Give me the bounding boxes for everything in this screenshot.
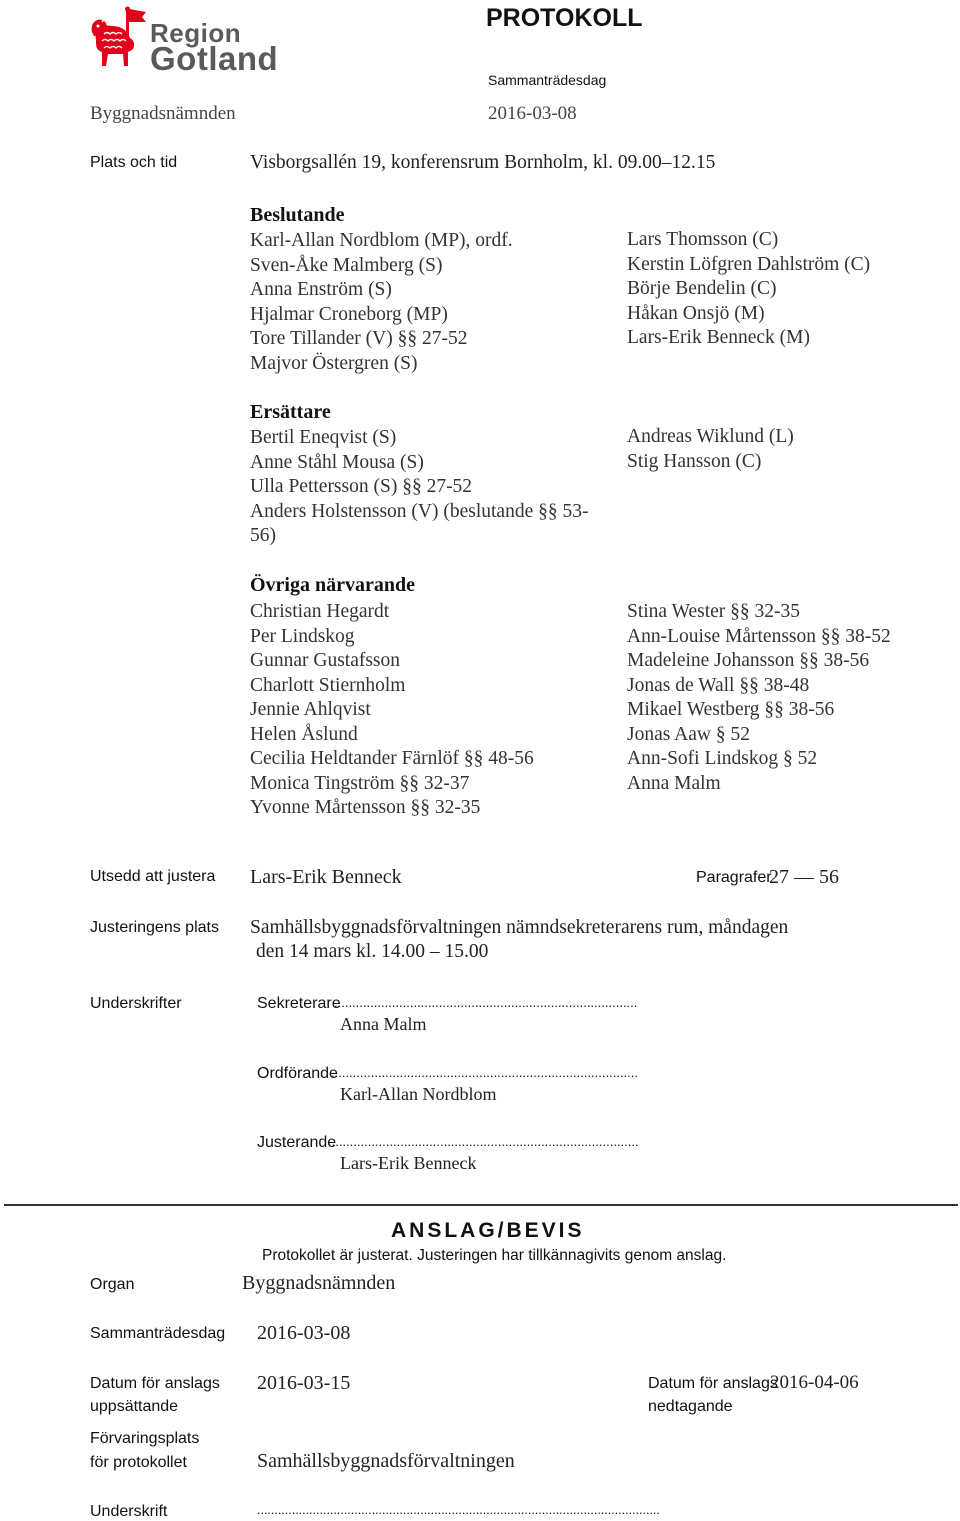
list-item: Stina Wester §§ 32-35 — [627, 601, 801, 622]
list-item: Madeleine Johansson §§ 38-56 — [627, 650, 870, 671]
section-divider — [4, 1204, 958, 1206]
list-item: Hjalmar Croneborg (MP) — [250, 303, 448, 325]
list-item: Jennie Ahlqvist — [250, 699, 371, 720]
organ-value: Byggnadsnämnden — [242, 1272, 396, 1294]
ordforande-label: Ordförande — [257, 1065, 338, 1082]
uppsattande-label-2: uppsättande — [90, 1398, 179, 1415]
list-item: Ann-Louise Mårtensson §§ 38-52 — [627, 625, 891, 647]
uppsattande-label-1: Datum för anslags — [90, 1375, 220, 1392]
list-item: Bertil Eneqvist (S) — [250, 427, 397, 448]
list-item: Majvor Östergren (S) — [250, 352, 418, 374]
meeting-date-label: Sammanträdesdag — [488, 72, 607, 88]
list-item: Anna Malm — [627, 772, 721, 794]
uppsattande-value: 2016-03-15 — [257, 1372, 351, 1394]
underskrift-label: Underskrift — [90, 1503, 168, 1520]
justera-label: Utsedd att justera — [90, 868, 216, 885]
sekreterare-label: Sekreterare — [257, 995, 341, 1012]
list-item: Christian Hegardt — [250, 601, 390, 622]
paragrafer-value: 27 –– 56 — [769, 866, 839, 888]
nedtagande-value: 2016-04-06 — [770, 1372, 859, 1393]
list-item: Tore Tillander (V) §§ 27-52 — [250, 328, 468, 349]
signature-line: .................................................................................................................... — [257, 1503, 660, 1517]
beslutande-heading: Beslutande — [250, 204, 345, 226]
list-item: Lars Thomsson (C) — [627, 229, 779, 250]
beslutande-left-list — [250, 229, 513, 376]
anslag-title: ANSLAG/BEVIS — [391, 1219, 585, 1242]
nedtagande-label-1: Datum för anslags — [648, 1375, 778, 1392]
paragrafer-label: Paragrafer — [696, 869, 772, 886]
sammantradesdag-value: 2016-03-08 — [257, 1322, 351, 1344]
justera-value: Lars-Erik Benneck — [250, 866, 402, 888]
page-title: PROTOKOLL — [486, 4, 643, 32]
list-item: Ann-Sofi Lindskog § 52 — [627, 748, 818, 769]
list-item: Karl-Allan Nordblom (MP), ordf. — [250, 230, 513, 251]
board-name: Byggnadsnämnden — [90, 103, 236, 124]
list-item: Anne Ståhl Mousa (S) — [250, 451, 424, 473]
logo-text-region: Region — [150, 18, 242, 48]
justeringens-plats-label: Justeringens plats — [90, 919, 219, 936]
ordforande-name: Karl-Allan Nordblom — [340, 1084, 497, 1104]
ersattare-right-list — [627, 425, 794, 474]
list-item: Helen Åslund — [250, 723, 358, 745]
place-value: Visborgsallén 19, konferensrum Bornholm, kl. 09.00–12.15 — [250, 152, 716, 173]
nedtagande-label-2: nedtagande — [648, 1398, 733, 1415]
organ-label: Organ — [90, 1276, 135, 1293]
logo-text-gotland: Gotland — [150, 40, 279, 77]
list-item: Håkan Onsjö (M) — [627, 302, 765, 324]
list-item: Kerstin Löfgren Dahlström (C) — [627, 253, 871, 275]
gotland-ram-icon — [90, 6, 148, 72]
list-item: Jonas de Wall §§ 38-48 — [627, 674, 810, 696]
list-item: Gunnar Gustafsson — [250, 650, 401, 671]
ersattare-left-list — [250, 426, 588, 549]
meeting-date: 2016-03-08 — [488, 103, 577, 124]
signature-line: ...................................................................................... — [328, 1134, 639, 1149]
list-item: Yvonne Mårtensson §§ 32-35 — [250, 797, 481, 818]
signature-line: .................................................................................... — [334, 995, 638, 1010]
ovriga-left-list — [250, 600, 534, 821]
underskrifter-label: Underskrifter — [90, 995, 182, 1012]
signature-line: ..................................................................................... — [331, 1065, 639, 1080]
list-item: Ulla Pettersson (S) §§ 27-52 — [250, 476, 473, 497]
list-item: Börje Bendelin (C) — [627, 278, 777, 299]
list-item: Charlott Stiernholm — [250, 674, 406, 696]
list-item: Monica Tingström §§ 32-37 — [250, 772, 470, 794]
forvaringsplats-label-2: för protokollet — [90, 1454, 187, 1471]
ovriga-heading: Övriga närvarande — [250, 574, 415, 596]
anslag-subtitle: Protokollet är justerat. Justeringen har tillkännagivits genom anslag. — [262, 1247, 727, 1264]
list-item: Andreas Wiklund (L) — [627, 426, 794, 447]
list-item: Anders Holstensson (V) (beslutande §§ 53- — [250, 500, 589, 522]
justerande-label: Justerande — [257, 1134, 337, 1151]
list-item: Jonas Aaw § 52 — [627, 723, 750, 745]
region-gotland-logo — [90, 6, 279, 77]
justeringens-plats-line1: Samhällsbyggnadsförvaltningen nämndsekreterarens rum, måndagen — [250, 917, 789, 938]
beslutande-right-list — [627, 228, 870, 351]
list-item: Sven-Åke Malmberg (S) — [250, 254, 443, 276]
list-item: Lars-Erik Benneck (M) — [627, 327, 811, 348]
justeringens-plats-line2: den 14 mars kl. 14.00 – 15.00 — [256, 941, 489, 962]
ovriga-right-list — [627, 600, 891, 796]
list-item: Stig Hansson (C) — [627, 450, 762, 472]
place-label: Plats och tid — [90, 154, 178, 171]
list-item: Cecilia Heldtander Färnlöf §§ 48-56 — [250, 748, 534, 769]
sekreterare-name: Anna Malm — [340, 1014, 427, 1034]
forvaringsplats-label-1: Förvaringsplats — [90, 1430, 200, 1447]
ersattare-heading: Ersättare — [250, 401, 331, 423]
list-item: Anna Enström (S) — [250, 279, 392, 300]
list-item: 56) — [250, 525, 276, 546]
justerande-name: Lars-Erik Benneck — [340, 1153, 477, 1173]
list-item: Per Lindskog — [250, 625, 355, 647]
list-item: Mikael Westberg §§ 38-56 — [627, 699, 835, 720]
forvaringsplats-value: Samhällsbyggnadsförvaltningen — [257, 1450, 515, 1472]
sammantradesdag-label: Sammanträdesdag — [90, 1325, 226, 1342]
